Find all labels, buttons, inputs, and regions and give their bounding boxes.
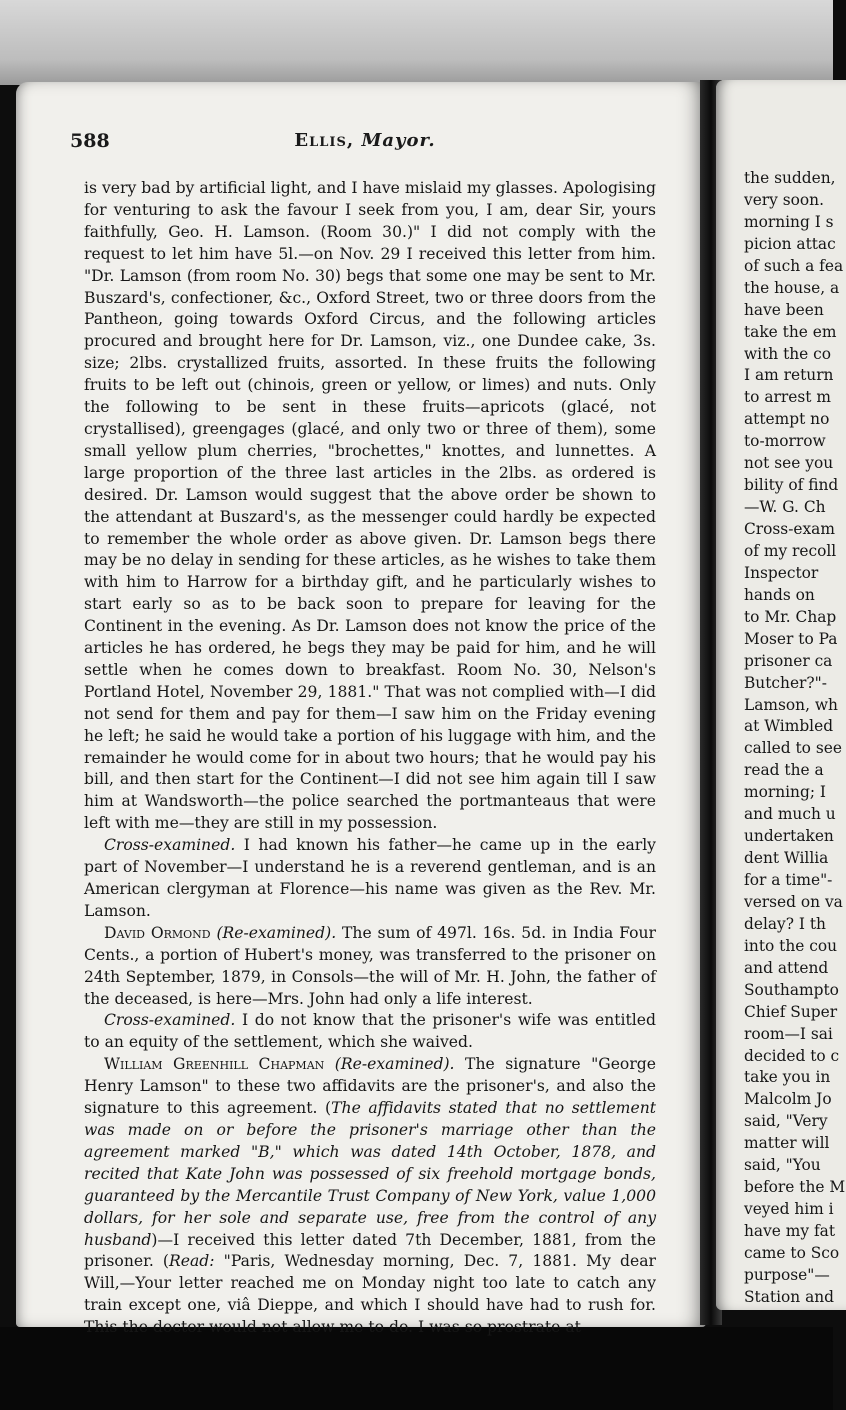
left-page-body xyxy=(84,178,656,1339)
right-page-line: undertaken xyxy=(744,827,834,846)
right-page-line: matter will xyxy=(744,1134,830,1153)
paragraph-cross-examined-2: Cross-examined. I do not know that the prisoner's wife was entitled to an equity of the settlement, which she waived. xyxy=(84,1011,656,1052)
right-page-line: Lamson, wh xyxy=(744,695,838,714)
right-page-line: purpose"— xyxy=(744,1265,830,1284)
label-read: Read: xyxy=(169,1252,215,1271)
witness-name: William Greenhill Chapman xyxy=(104,1055,325,1074)
scan-background-bottom xyxy=(0,1327,833,1410)
right-page-line: the house, a xyxy=(744,278,840,297)
right-page-line: hands on xyxy=(744,585,815,604)
italic-affidavit-note: The affidavits stated that no settlement was made on or before the prisoner's marriage other than the agreement marked "B," which was dated 14th October, 1878, and recited that Kate John was possessed of six freehold mortgage bonds, guaranteed by the Mercantile Trust Company of New York, value 1,000 dollars, for her sole and separate use, free from the control of any husband xyxy=(84,1099,656,1249)
right-page-line: of such a fea xyxy=(744,256,844,275)
right-page-line: bility of find xyxy=(744,476,839,495)
page-header xyxy=(70,130,660,160)
right-page-line: prisoner ca xyxy=(744,651,833,670)
right-page-line: have my fat xyxy=(744,1222,836,1240)
right-page-line: versed on va xyxy=(744,892,843,911)
label-re-examined: (Re-examined). xyxy=(334,1055,455,1074)
right-page-line: take you in xyxy=(744,1068,831,1087)
right-page-line: delay? I th xyxy=(744,914,826,933)
label-re-examined: (Re-examined). xyxy=(216,923,337,942)
paragraph-ormond: David Ormond (Re-examined). The sum of 497l. 16s. 5d. in India Four Cents., a portion of Hubert's money, was transferred to the prisoner on 24th September, 1879, in Consols—the will of Mr. H. John, the father of the deceased, is here—Mrs. John had only a life interest. xyxy=(84,923,656,1008)
right-page-line: to Mr. Chap xyxy=(744,607,837,626)
page-number: 588 xyxy=(70,130,110,152)
right-page-line: I am return xyxy=(744,366,834,385)
scan-background-top xyxy=(0,0,833,85)
running-head-role: Mayor. xyxy=(361,130,436,151)
right-page-line: dent Willia xyxy=(744,849,829,868)
right-page-line: Inspector xyxy=(744,563,819,582)
right-page-line: Southampto xyxy=(744,980,839,999)
right-page-line: to arrest m xyxy=(744,388,831,407)
running-head-name: Ellis, xyxy=(294,130,355,151)
right-page-line: Moser to Pa xyxy=(744,629,838,648)
right-page-line: Station and xyxy=(744,1287,835,1306)
right-page-line: before the M xyxy=(744,1178,846,1197)
right-page-line: have been xyxy=(744,300,824,319)
right-page-line: and much u xyxy=(744,805,836,824)
paragraph-letter: is very bad by artificial light, and I have mislaid my glasses. Apologising for venturing to ask the favour I seek from you, I am, dear Sir, yours faithfully, Geo. H. Lamson. (Room 30.)" I did not comply with the request to let him have 5l.—on Nov. 29 I received this letter from him. "Dr. Lamson (from room No. 30) begs that some one may be sent to Mr. Buszard's, confectioner, &c., Oxford Street, two or three doors from the Pantheon, going towards Oxford Circus, and the following articles procured and brought here for Dr. Lamson, viz., one Dundee cake, 3s. size; 2lbs. crystallized fruits, assorted. In these fruits the following fruits to be left out (chinois, green or yellow, or limes) and nuts. Only the following to be sent in these fruits—apricots (glacé, not crystallised), greengages (glacé, and only two or three of them), some small yellow plum cherries, "brochettes," knottes, and lunnettes. A large proportion of the three last articles in the 2lbs. as ordered is desired. Dr. Lamson would suggest that the above order be shown to the attendant at Buszard's, as the messenger could hardly be expected to remember the whole order as above given. Dr. Lamson begs there may be no delay in sending for these articles, as he wishes to take them with him to Harrow for a birthday gift, and he particularly wishes to start early so as to be back soon to prepare for leaving for the Continent in the evening. As Dr. Lamson does not know the price of the articles he has ordered, he begs they may be paid for him, and he will settle when he comes down to breakfast. Room No. 30, Nelson's Portland Hotel, November 29, 1881." That was not complied with—I did not send for them and pay for them—I saw him on the Friday evening he left; he said he would take a portion of his luggage with him, and the remainder he would come for in about two hours; that he would pay his bill, and then start for the Continent—I did not see him again till I saw him at Wandsworth—the police searched the portmanteaus that were left with me—they are still in my possession. xyxy=(84,179,656,833)
right-page-line: Cross-exam xyxy=(744,520,835,538)
right-page-line: morning I s xyxy=(744,212,834,231)
right-page-line: to-morrow xyxy=(744,432,826,451)
right-page-line: called to see xyxy=(744,739,842,758)
right-page-line: take the em xyxy=(744,322,837,341)
label-cross-examined: Cross-examined. xyxy=(104,1011,236,1030)
right-page-line: Malcolm Jo xyxy=(744,1090,832,1109)
right-page-line: room—I sai xyxy=(744,1024,833,1043)
right-page-line: for a time"- xyxy=(744,871,833,889)
right-page-line: read the a xyxy=(744,761,824,780)
right-page-line: Butcher?"- xyxy=(744,673,827,692)
right-page-line: came to Sco xyxy=(744,1243,840,1262)
right-page-line: —W. G. Ch xyxy=(744,498,826,517)
label-cross-examined: Cross-examined. xyxy=(104,836,236,855)
right-page-line: said, "You xyxy=(744,1156,821,1175)
right-page-line: with the co xyxy=(744,344,832,363)
paragraph-chapman: William Greenhill Chapman (Re-examined). The signature "George Henry Lamson" to these two affidavits are the prisoner's, and also the signature to this agreement. (The affidavits stated that no settlement was made on or before the prisoner's marriage other than the agreement marked "B," which was dated 14th October, 1878, and recited that Kate John was possessed of six freehold mortgage bonds, guaranteed by the Mercantile Trust Company of New York, value 1,000 dollars, for her sole and separate use, free from the control of any husband)—I received this letter dated 7th December, 1881, from the prisoner. (Read: "Paris, Wednesday morning, Dec. 7, 1881. My dear Will,—Your letter reached me on Monday night too late to catch any train except one, viâ Dieppe, and which I should have had to rush for. This the doctor would not allow me to do. I was so prostrate at xyxy=(84,1055,656,1337)
right-page-text-fragment xyxy=(744,168,846,1309)
right-page-line: very soon. xyxy=(744,190,824,209)
right-page-line: not see you xyxy=(744,454,834,473)
right-page-line: picion attac xyxy=(744,234,836,253)
right-page-line: the sudden, xyxy=(744,169,836,187)
right-page-line: Chief Super xyxy=(744,1002,838,1021)
right-page-line: into the cou xyxy=(744,936,838,955)
paragraph-cross-examined-1: Cross-examined. I had known his father—he came up in the early part of November—I understand he is a reverend gentleman, and is an American clergyman at Florence—his name was given as the Rev. Mr. Lamson. xyxy=(84,836,656,920)
right-page-line: attempt no xyxy=(744,410,830,429)
right-page-line: morning; I xyxy=(744,783,826,802)
right-page-line: and attend xyxy=(744,958,829,977)
right-page-line: decided to c xyxy=(744,1046,840,1065)
running-head xyxy=(70,130,660,151)
right-page-line: at Wimbled xyxy=(744,717,834,736)
right-page-line: veyed him i xyxy=(744,1200,834,1219)
witness-name: David Ormond xyxy=(104,923,211,942)
right-page-line: of my recoll xyxy=(744,541,837,560)
right-page-line: said, "Very xyxy=(744,1112,828,1131)
